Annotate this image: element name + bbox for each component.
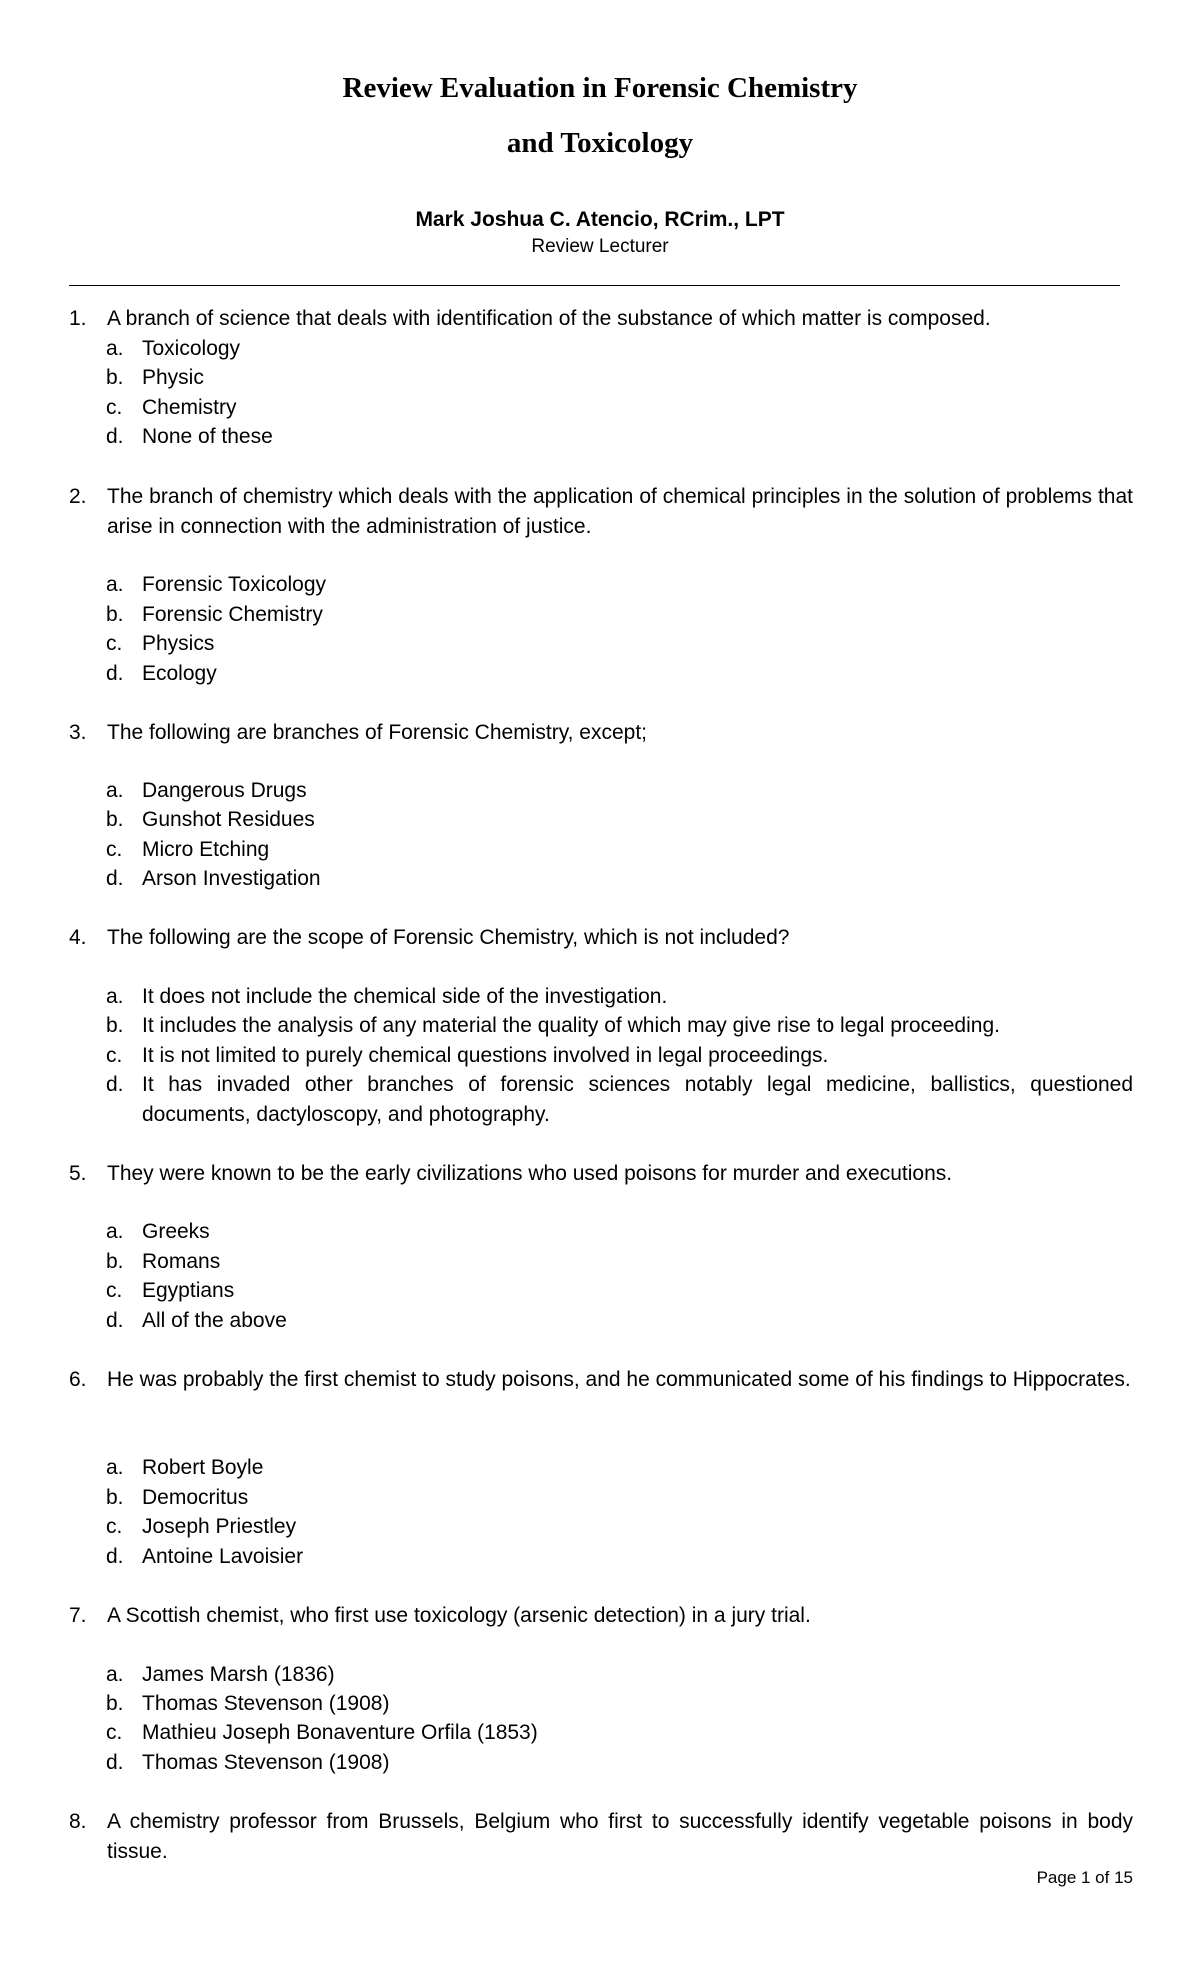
question-7-option-d — [106, 1748, 1133, 1778]
option-text: It has invaded other branches of forensic sciences notably legal medicine, ballistics, questioned documents, dactyloscopy, and photography. — [142, 1073, 1133, 1126]
option-letter: a. — [106, 1456, 124, 1479]
option-letter: d. — [106, 1073, 124, 1096]
option-text: Forensic Chemistry — [142, 603, 323, 626]
option-text: Toxicology — [142, 337, 241, 360]
question-5 — [69, 1159, 1133, 1189]
option-text: All of the above — [142, 1309, 287, 1332]
question-1-option-c — [106, 393, 1133, 423]
question-3-option-c — [106, 835, 1133, 865]
author-role: Review Lecturer — [531, 236, 669, 257]
option-text: It is not limited to purely chemical questions involved in legal proceedings. — [142, 1044, 829, 1067]
question-text: The branch of chemistry which deals with the application of chemical principles in the solution of problems that arise in connection with the administration of justice. — [107, 485, 1133, 538]
option-letter: b. — [106, 808, 124, 831]
question-6-option-c — [106, 1512, 1133, 1542]
question-3-option-b — [106, 805, 1133, 835]
option-text: Forensic Toxicology — [142, 573, 327, 596]
option-text: It does not include the chemical side of the investigation. — [142, 985, 668, 1008]
question-number: 7. — [69, 1604, 87, 1627]
question-text: He was probably the first chemist to study poisons, and he communicated some of his findings to Hippocrates. — [107, 1368, 1131, 1391]
question-2-option-c — [106, 629, 1133, 659]
option-letter: a. — [106, 779, 124, 802]
option-text: Egyptians — [142, 1279, 235, 1302]
question-8 — [69, 1807, 1133, 1866]
question-4-option-a — [106, 982, 1133, 1012]
option-text: Democritus — [142, 1486, 249, 1509]
question-text: The following are the scope of Forensic Chemistry, which is not included? — [107, 926, 790, 949]
question-5-option-d — [106, 1306, 1133, 1336]
option-text: Dangerous Drugs — [142, 779, 307, 802]
question-4-option-d — [106, 1070, 1133, 1129]
question-3-option-d — [106, 864, 1133, 894]
option-letter: a. — [106, 1220, 124, 1243]
question-6-option-b — [106, 1483, 1133, 1513]
option-letter: b. — [106, 366, 124, 389]
question-3-option-a — [106, 776, 1133, 806]
option-letter: c. — [106, 396, 123, 419]
question-2 — [69, 482, 1133, 541]
header-divider — [69, 285, 1120, 286]
option-letter: a. — [106, 985, 124, 1008]
question-5-option-b — [106, 1247, 1133, 1277]
question-3 — [69, 718, 1133, 748]
option-text: Physic — [142, 366, 204, 389]
option-text: Thomas Stevenson (1908) — [142, 1692, 390, 1715]
question-text: The following are branches of Forensic Chemistry, except; — [107, 721, 648, 744]
question-4-option-c — [106, 1041, 1133, 1071]
option-letter: a. — [106, 1663, 124, 1686]
option-letter: b. — [106, 603, 124, 626]
question-text: They were known to be the early civilizations who used poisons for murder and executions. — [107, 1162, 953, 1185]
question-1-option-a — [106, 334, 1133, 364]
question-number: 4. — [69, 926, 87, 949]
question-7-option-b — [106, 1689, 1133, 1719]
option-letter: c. — [106, 1515, 123, 1538]
option-letter: d. — [106, 425, 124, 448]
question-2-option-a — [106, 570, 1133, 600]
question-7 — [69, 1601, 1133, 1631]
option-text: Physics — [142, 632, 215, 655]
document-title-line-1: Review Evaluation in Forensic Chemistry — [342, 72, 858, 104]
option-text: It includes the analysis of any material the quality of which may give rise to legal proceeding. — [142, 1014, 1000, 1037]
question-text: A branch of science that deals with identification of the substance of which matter is composed. — [107, 307, 991, 330]
document-title-line-2: and Toxicology — [506, 127, 694, 159]
question-1-option-b — [106, 363, 1133, 393]
question-text: A Scottish chemist, who first use toxicology (arsenic detection) in a jury trial. — [107, 1604, 811, 1627]
option-letter: d. — [106, 1309, 124, 1332]
question-5-option-a — [106, 1217, 1133, 1247]
question-number: 5. — [69, 1162, 87, 1185]
option-letter: a. — [106, 337, 124, 360]
question-6-option-d — [106, 1542, 1133, 1572]
option-letter: d. — [106, 1751, 124, 1774]
author-name: Mark Joshua C. Atencio, RCrim., LPT — [415, 208, 785, 231]
question-number: 3. — [69, 721, 87, 744]
question-4-option-b — [106, 1011, 1133, 1041]
option-letter: d. — [106, 662, 124, 685]
question-6-option-a — [106, 1453, 1133, 1483]
question-number: 1. — [69, 307, 87, 330]
question-number: 8. — [69, 1810, 87, 1833]
option-text: James Marsh (1836) — [142, 1663, 335, 1686]
option-text: Joseph Priestley — [142, 1515, 297, 1538]
option-text: None of these — [142, 425, 273, 448]
option-letter: c. — [106, 1279, 123, 1302]
option-letter: b. — [106, 1486, 124, 1509]
question-1-option-d — [106, 422, 1133, 452]
option-text: Antoine Lavoisier — [142, 1545, 304, 1568]
option-letter: a. — [106, 573, 124, 596]
question-number: 2. — [69, 485, 87, 508]
option-letter: b. — [106, 1692, 124, 1715]
option-letter: c. — [106, 1044, 123, 1067]
option-letter: b. — [106, 1250, 124, 1273]
option-letter: c. — [106, 1721, 123, 1744]
option-text: Romans — [142, 1250, 221, 1273]
question-7-option-c — [106, 1718, 1133, 1748]
question-2-option-b — [106, 600, 1133, 630]
option-text: Thomas Stevenson (1908) — [142, 1751, 390, 1774]
question-1 — [69, 304, 1133, 334]
question-text: A chemistry professor from Brussels, Belgium who first to successfully identify vegetable poisons in body tissue. — [107, 1810, 1133, 1863]
option-letter: c. — [106, 632, 123, 655]
option-letter: d. — [106, 867, 124, 890]
question-2-option-d — [106, 659, 1133, 689]
option-text: Greeks — [142, 1220, 210, 1243]
option-text: Ecology — [142, 662, 217, 685]
option-letter: d. — [106, 1545, 124, 1568]
option-text: Gunshot Residues — [142, 808, 315, 831]
question-number: 6. — [69, 1368, 87, 1391]
option-letter: b. — [106, 1014, 124, 1037]
option-text: Chemistry — [142, 396, 237, 419]
option-text: Robert Boyle — [142, 1456, 264, 1479]
option-text: Mathieu Joseph Bonaventure Orfila (1853) — [142, 1721, 538, 1744]
question-5-option-c — [106, 1276, 1133, 1306]
page-number: Page 1 of 15 — [1036, 1868, 1133, 1887]
question-7-option-a — [106, 1660, 1133, 1690]
question-6 — [69, 1365, 1133, 1395]
option-text: Micro Etching — [142, 838, 270, 861]
question-4 — [69, 923, 1133, 953]
option-letter: c. — [106, 838, 123, 861]
option-text: Arson Investigation — [142, 867, 321, 890]
